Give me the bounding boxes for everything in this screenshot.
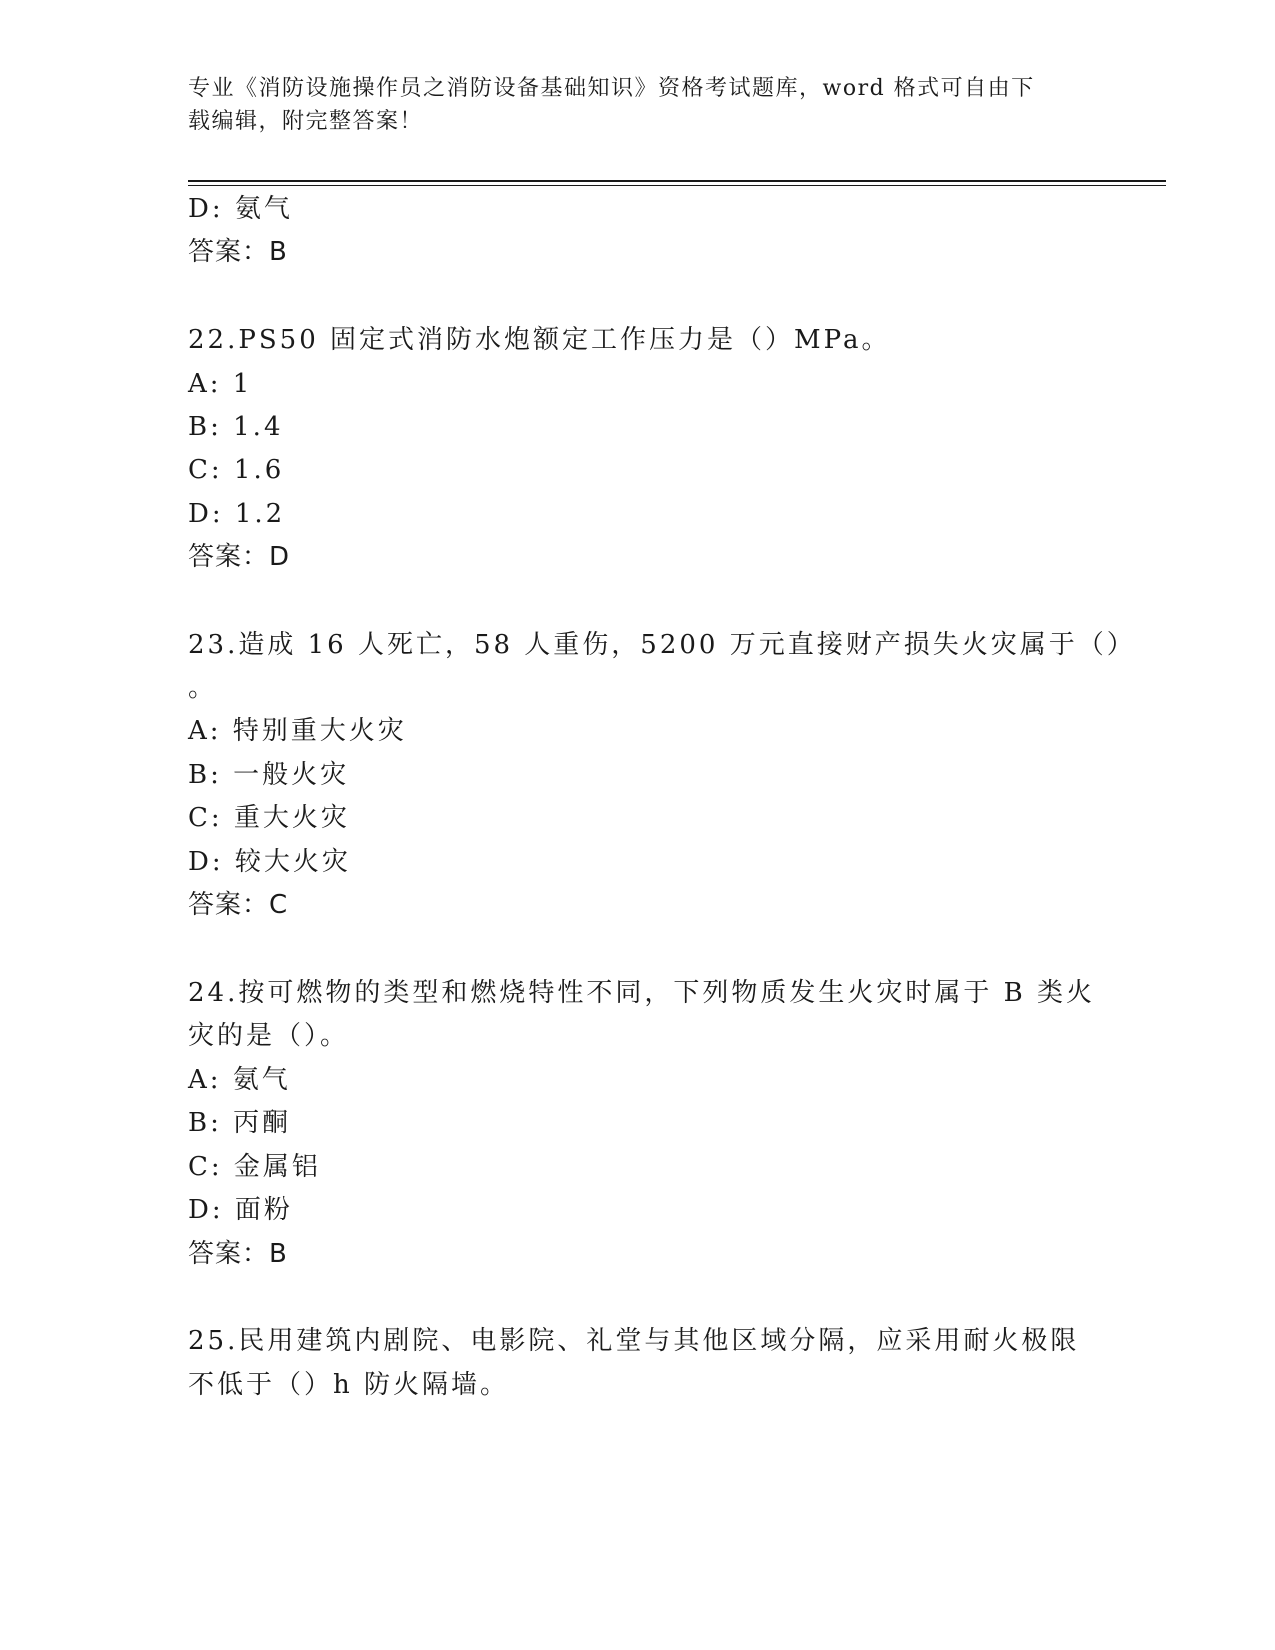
q22-option-c: C: 1.6 [188, 455, 285, 485]
q24-option-a: A: 氨气 [188, 1065, 291, 1095]
q22-stem: 22.PS50 固定式消防水炮额定工作压力是（）MPa。 [188, 325, 891, 355]
q25-stem-line-1: 25.民用建筑内剧院、电影院、礼堂与其他区域分隔，应采用耐火极限 [188, 1326, 1080, 1356]
q24-option-b: B: 丙酮 [188, 1108, 292, 1138]
q23-option-b: B: 一般火灾 [188, 760, 350, 790]
q25-stem-line-2: 不低于（）h 防火隔墙。 [188, 1370, 510, 1400]
q23-option-d: D: 较大火灾 [188, 847, 351, 877]
q23-stem-line-1: 23.造成 16 人死亡，58 人重伤，5200 万元直接财产损失火灾属于（） [188, 630, 1136, 660]
q21-option-d: D: 氨气 [188, 194, 293, 224]
q24-option-d: D: 面粉 [188, 1195, 293, 1225]
q24-stem-line-2: 灾的是（）。 [188, 1021, 350, 1051]
q24-stem-line-1: 24.按可燃物的类型和燃烧特性不同，下列物质发生火灾时属于 B 类火 [188, 978, 1095, 1008]
q24-option-c: C: 金属铝 [188, 1152, 321, 1182]
q23-option-a: A: 特别重大火灾 [188, 716, 407, 746]
page-header [188, 72, 1088, 138]
q22-option-a: A: 1 [188, 369, 253, 399]
q21-answer: 答案：B [188, 237, 288, 267]
q22-option-b: B: 1.4 [188, 412, 284, 442]
q23-option-c: C: 重大火灾 [188, 803, 350, 833]
header-rule-thin [188, 185, 1166, 186]
q23-answer: 答案：C [188, 890, 289, 920]
q22-option-d: D: 1.2 [188, 499, 286, 529]
header-line-2: 载编辑，附完整答案！ [188, 109, 424, 134]
q22-answer: 答案：D [188, 542, 291, 572]
q23-stem-line-2: 。 [188, 673, 218, 703]
q24-answer: 答案：B [188, 1239, 288, 1269]
header-rule-thick [188, 180, 1166, 182]
header-line-1: 专业《消防设施操作员之消防设备基础知识》资格考试题库，word 格式可自由下 [188, 76, 1035, 101]
